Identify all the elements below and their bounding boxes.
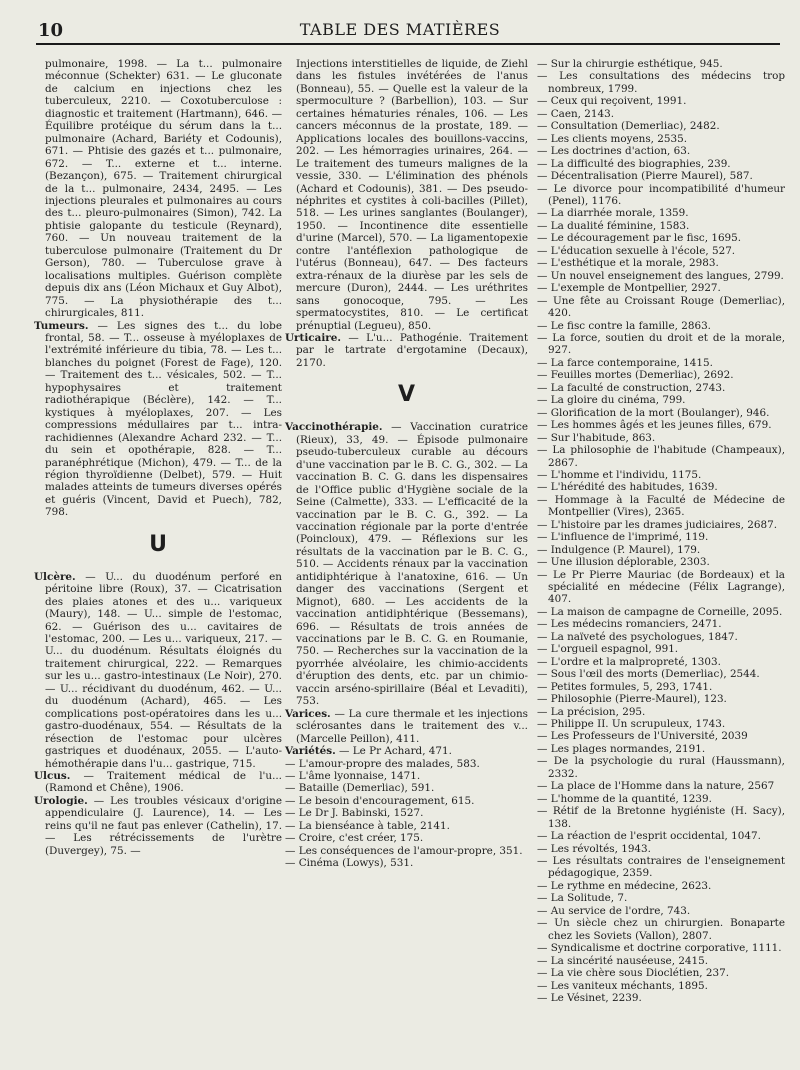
entry-heading: Vaccinothérapie. [285, 421, 383, 434]
entry-text: — Syndicalisme et doctrine corporative, 1111. [537, 942, 782, 955]
entry-text: — La naïveté des psychologues, 1847. [537, 630, 738, 643]
index-entry [537, 282, 785, 294]
index-entry [34, 320, 282, 519]
index-entry [285, 770, 528, 782]
entry-text: — La force, soutien du droit et de la morale, 927. [537, 331, 785, 357]
entry-text: — La philosophie de l'habitude (Champeaux), 2867. [537, 444, 785, 469]
running-title: TABLE DES MATIÈRES [299, 20, 501, 39]
index-entry [537, 469, 785, 481]
index-entry [537, 232, 785, 244]
index-entry [537, 207, 785, 219]
index-entry [537, 830, 785, 842]
index-entry [537, 618, 785, 630]
entry-text: — La vie chère sous Dioclétien, 237. [537, 967, 730, 980]
index-entry [537, 332, 785, 357]
entry-text: — Caen, 2143. [537, 107, 615, 120]
entry-text: — La diarrhée morale, 1359. [537, 207, 689, 220]
index-entry [537, 643, 785, 655]
entry-text: — Ceux qui reçoivent, 1991. [537, 95, 687, 108]
entry-text: — Les résultats contraires de l'enseignement pédagogique, 2359. [537, 855, 785, 880]
index-entry [537, 444, 785, 469]
entry-text: — Les clients moyens, 2535. [537, 132, 687, 145]
index-entry [285, 832, 528, 844]
index-entry [537, 407, 785, 419]
index-entry [537, 967, 785, 979]
entry-text: Injections interstitielles de liquide, de Ziehl dans les fistules invétérées de l'anus (Bonneau), 55. — Quelle est la valeur de la spermoculture ? (Barbellion), 103. — Sur certaines hématuries rénales, 106. — Les cancers méconnus de la prostate, 189. — Applications locales des bouillons-vaccins, 202. — Les hémorragies urinaires, 264. — Le traitement des tumeurs malignes de la vessie, 330. — L'élimination des phénols (Achard et Codounis), 381. — Des pseudo-néphrites et cystites à coli-bacilles (Pillet), 518. — Les urines sanglantes (Boulanger), 1950. — Incontinence dite essentielle d'urine (Marcel), 570. — La ligamentopexie contre l'antéflexion pathologique de l'utérus (Bonneau), 647. — Des facteurs extra-rénaux de la diurèse par les sels de mercure (Duron), 2444. — Les uréthrites sans gonocoque, 795. — Les spermatocystites, 810. — Le certificat prénuptial (Legueu), 850. [296, 58, 528, 332]
entry-text: — Indulgence (P. Maurel), 179. [537, 543, 701, 556]
entry-text: — L'ordre et la malpropreté, 1303. [537, 655, 721, 668]
section-gap [34, 559, 282, 571]
entry-text: — Les révoltés, 1943. [537, 842, 651, 855]
entry-heading: Urticaire. [285, 331, 341, 344]
entry-text: — Les conséquences de l'amour-propre, 351. [285, 844, 523, 857]
index-entry [285, 857, 528, 869]
entry-text: — Les doctrines d'action, 63. [537, 145, 691, 158]
index-entry [537, 905, 785, 917]
index-entry [285, 332, 528, 369]
index-entry [537, 419, 785, 431]
entry-text: — Le divorce pour incompatibilité d'humeur (Penel), 1176. [537, 182, 785, 207]
index-entry [34, 770, 282, 795]
index-entry [537, 108, 785, 120]
index-entry [537, 295, 785, 320]
entry-text: — L'homme et l'individu, 1175. [537, 468, 702, 481]
index-entry [537, 992, 785, 1004]
index-column-3 [537, 58, 785, 1004]
index-entry [537, 544, 785, 556]
entry-text: — L'homme de la quantité, 1239. [537, 792, 712, 805]
entry-heading: Ulcère. [34, 570, 76, 583]
index-entry [285, 820, 528, 832]
index-entry [537, 718, 785, 730]
index-entry [537, 980, 785, 992]
entry-text: — La cure thermale et les injections sclérosantes dans le traitement des v... (Marcelle Peillon), 411. [296, 707, 528, 745]
entry-text: — L'orgueil espagnol, 991. [537, 643, 679, 656]
entry-text: — Hommage à la Faculté de Médecine de Montpellier (Vires), 2365. [537, 493, 785, 519]
entry-text: — Le découragement par le fisc, 1695. [537, 232, 742, 245]
index-entry [537, 955, 785, 967]
index-entry [537, 755, 785, 780]
entry-text: — La place de l'Homme dans la nature, 2567 [537, 780, 775, 793]
index-entry [537, 631, 785, 643]
entry-text: — La difficulté des biographies, 239. [537, 157, 731, 170]
index-entry [537, 743, 785, 755]
entry-text: — Les signes des t... du lobe frontal, 58. — T... osseuse à myéloplaxes de l'extrémité inférieure du tibia, 78. — Les t... blanches du poignet (Forest de Fage), 120. — Traitement des t... vésicales, 502. — T... hypophysaires et traitement radiothérapique (Béclère), 142. — T... kystiques à myéloplaxes, 207. — Les compressions médullaires par t... intra-rachidiennes (Alexandre Achard 232. — T... du sein et opothérapie, 828. — T... paranéphrétique (Michon), 479. — T... de la région thyroïdienne (Delbet), 579. — Huit malades atteints de tumeurs diverses opérés et guéris (Vincent, David et Puech), 782, 798. [45, 319, 282, 519]
entry-text: — Les plages normandes, 2191. [537, 742, 706, 755]
entry-text: — La sincérité nauséeuse, 2415. [537, 954, 709, 967]
entry-text: — Consultation (Demerliac), 2482. [537, 120, 720, 133]
entry-text: — La dualité féminine, 1583. [537, 219, 690, 232]
index-entry [537, 531, 785, 543]
index-entry [537, 481, 785, 493]
entry-text: — L'u... Pathogénie. Traitement par le tartrate d'ergotamine (Decaux), 2170. [296, 331, 528, 369]
entry-text: — Vaccination curatrice (Rieux), 33, 49. — Épisode pulmonaire pseudo-tuberculeux curable au décours d'une vaccination par le B. C. G., 302. — La vaccination B. C. G. dans les dispensaires de l'Office public d'Hygiène sociale de la Seine (Calmette), 333. — L'efficacité de la vaccination par le B. C. G., 392. — La vaccination régionale par la porte d'entrée (Poincloux), 479. — Réflexions sur les résultats de la vaccination par le B. C. G., 510. — Accidents rénaux par la vaccination antidiphtérique à l'anatoxine, 616. — Un danger des vaccinations (Sergent et Mignot), 680. — Les accidents de la vaccination antidiphtérique (Bessemans), 696. — Résultats de trois années de vaccinations par le B. C. G. en Roumanie, 750. — Recherches sur la vaccination de la pyorrhée alvéolaire, les chimio-accidents d'éruption des dents, etc. par un chimio-vaccin arséno-spirillaire (Béal et Levaditi), 753. [296, 421, 528, 708]
entry-text: — U... du duodénum perforé en péritoine libre (Roux), 37. — Cicatrisation des plaies atones et des u... variqueux (Maury), 148. — U... simple de l'estomac, 62. — Guérison des u... cavitaires de l'estomac, 200. — Les u... variqueux, 217. — U... du duodénum. Résultats éloignés du traitement chirurgical, 222. — Remarques sur les u... gastro-intestinaux (Le Noir), 270. — U... récidivant du duodénum, 462. — U... du duodénum (Achard), 465. — Les complications post-opératoires dans les u... gastro-duodénaux, 554. — Résultats de la résection de l'estomac pour ulcères gastriques et duodénaux, 2055. — L'auto-hémothérapie dans l'u... gastrique, 715. [45, 570, 282, 770]
section-gap [34, 519, 282, 531]
index-entry [537, 706, 785, 718]
index-entry [537, 494, 785, 519]
index-entry [537, 917, 785, 942]
index-entry [537, 681, 785, 693]
index-entry [537, 158, 785, 170]
entry-text: — L'âme lyonnaise, 1471. [285, 770, 421, 783]
entry-text: — La précision, 295. [537, 705, 646, 718]
index-column-1 [34, 58, 282, 857]
index-entry [537, 656, 785, 668]
entry-text: — Glorification de la mort (Boulanger), 946. [537, 406, 770, 419]
index-entry [537, 145, 785, 157]
index-entry [285, 58, 528, 332]
index-entry [537, 270, 785, 282]
index-entry [34, 795, 282, 857]
entry-text: — Une fête au Croissant Rouge (Demerliac), 420. [537, 294, 785, 320]
index-entry [537, 693, 785, 705]
index-entry [34, 571, 282, 770]
entry-text: — Philippe II. Un scrupuleux, 1743. [537, 718, 726, 731]
index-entry [537, 245, 785, 257]
entry-text: — L'exemple de Montpellier, 2927. [537, 282, 721, 295]
index-entry [537, 843, 785, 855]
entry-text: — L'histoire par les drames judiciaires, 2687. [537, 518, 777, 531]
entry-text: — Le fisc contre la famille, 2863. [537, 319, 711, 332]
index-entry [537, 606, 785, 618]
index-entry [537, 120, 785, 132]
index-entry [537, 133, 785, 145]
section-gap [285, 409, 528, 421]
entry-text: — Les hommes âgés et les jeunes filles, 679. [537, 419, 772, 432]
entry-text: — Sur la chirurgie esthétique, 945. [537, 58, 723, 70]
index-entry [537, 855, 785, 880]
entry-heading: Urologie. [34, 794, 88, 807]
entry-text: — La réaction de l'esprit occidental, 1047. [537, 830, 761, 843]
index-entry [537, 220, 785, 232]
index-entry [537, 369, 785, 381]
entry-text: — Les médecins romanciers, 2471. [537, 618, 722, 631]
entry-heading: Ulcus. [34, 770, 71, 783]
section-letter: V [397, 382, 416, 408]
index-entry [285, 782, 528, 794]
index-entry [537, 70, 785, 95]
index-entry [537, 432, 785, 444]
index-entry [537, 95, 785, 107]
entry-text: — Les troubles vésicaux d'origine appendiculaire (J. Laurence), 14. — Les reins qu'il ne faut pas enlever (Cathelin), 17. — Les rétrécissements de l'urètre (Duvergey), 75. — [45, 794, 282, 857]
entry-text: — Décentralisation (Pierre Maurel), 587. [537, 170, 753, 183]
index-entry [537, 730, 785, 742]
entry-text: — Sous l'œil des morts (Demerliac), 2544. [537, 668, 760, 681]
entry-text: — Un nouvel enseignement des langues, 2799. [537, 269, 784, 282]
index-entry [537, 357, 785, 369]
entry-text: — Les Professeurs de l'Université, 2039 [537, 730, 748, 743]
index-entry [285, 745, 528, 757]
entry-text: — La farce contemporaine, 1415. [537, 356, 713, 369]
entry-text: — Le besoin d'encouragement, 615. [285, 794, 475, 807]
index-entry [537, 170, 785, 182]
entry-text: — Sur l'habitude, 863. [537, 431, 656, 444]
index-entry [285, 807, 528, 819]
index-entry [537, 569, 785, 606]
header-rule [36, 43, 780, 45]
entry-heading: Tumeurs. [34, 319, 89, 332]
index-entry [537, 556, 785, 568]
section-gap [285, 369, 528, 381]
entry-text: — Les consultations des médecins trop nombreux, 1799. [537, 70, 785, 95]
entry-text: — Le Dr J. Babinski, 1527. [285, 807, 424, 820]
index-entry [537, 257, 785, 269]
entry-text: — Petites formules, 5, 293, 1741. [537, 680, 713, 693]
index-entry [285, 758, 528, 770]
index-entry [537, 58, 785, 70]
index-entry [285, 795, 528, 807]
entry-text: pulmonaire, 1998. — La t... pulmonaire méconnue (Schekter) 631. — Le gluconate de calcium en injections chez les tuberculeux, 2210. — Coxotuberculose : diagnostic et traitement (Hartmann), 646. — Équilibre protéique du sérum dans la t... pulmonaire (Achard, Bariéty et Codounis), 671. — Phtisie des gazés et t... pulmonaire, 672. — T... externe et t... interne. (Bezançon), 675. — Traitement chirurgical de la t... pulmonaire, 2434, 2495. — Les injections pleurales et pulmonaires au cours des t... pleuro-pulmonaires (Simon), 742. La phtisie galopante du testicule (Reynard), 760. — Un nouveau traitement de la tuberculose pulmonaire (Traitement du Dr Gerson), 780. — Tuberculose grave à localisations multiples. Guérison complète depuis dix ans (Léon Michaux et Guy Albot), 775. — La physiothérapie des t... chirurgicales, 811. [45, 58, 282, 320]
index-entry [537, 519, 785, 531]
entry-text: — Rétif de la Bretonne hygiéniste (H. Sacy), 138. [537, 805, 785, 830]
entry-text: — Traitement médical de l'u... (Ramond et Chêne), 1906. [45, 770, 282, 795]
entry-text: — Une illusion déplorable, 2303. [537, 556, 710, 569]
entry-text: — L'hérédité des habitudes, 1639. [537, 481, 718, 494]
entry-text: — Un siècle chez un chirurgien. Bonaparte chez les Soviets (Vallon), 2807. [537, 917, 785, 942]
index-entry [537, 382, 785, 394]
page-header [0, 14, 800, 44]
index-entry [537, 880, 785, 892]
index-entry [34, 58, 282, 320]
entry-text: — L'esthétique et la morale, 2983. [537, 257, 719, 270]
entry-text: — La gloire du cinéma, 799. [537, 394, 686, 407]
index-entry [537, 320, 785, 332]
index-entry [285, 421, 528, 707]
index-entry [285, 708, 528, 745]
page-number: 10 [38, 20, 64, 41]
entry-text: — Cinéma (Lowys), 531. [285, 857, 414, 870]
entry-text: — L'influence de l'imprimé, 119. [537, 531, 709, 544]
entry-text: — De la psychologie du rural (Haussmann), 2332. [537, 755, 785, 780]
index-entry [537, 805, 785, 830]
entry-text: — Les vaniteux méchants, 1895. [537, 979, 708, 992]
index-entry [537, 394, 785, 406]
entry-text: — Le Pr Pierre Mauriac (de Bordeaux) et la spécialité en médecine (Félix Lagrange), 407. [537, 568, 785, 606]
entry-text: — Le rythme en médecine, 2623. [537, 879, 712, 892]
index-entry [537, 793, 785, 805]
entry-heading: Varices. [285, 707, 331, 720]
entry-text: — Philosophie (Pierre-Maurel), 123. [537, 693, 727, 706]
index-entry [537, 668, 785, 680]
index-column-2 [285, 58, 528, 870]
index-entry [537, 780, 785, 792]
entry-text: — Feuilles mortes (Demerliac), 2692. [537, 369, 734, 382]
entry-text: — L'amour-propre des malades, 583. [285, 757, 480, 770]
entry-text: — Le Pr Achard, 471. [335, 745, 452, 758]
entry-text: — L'éducation sexuelle à l'école, 527. [537, 244, 736, 257]
entry-text: — La Solitude, 7. [537, 892, 628, 905]
entry-text: — La maison de campagne de Corneille, 2095. [537, 605, 783, 618]
entry-text: — Bataille (Demerliac), 591. [285, 782, 435, 795]
entry-heading: Variétés. [285, 745, 336, 758]
entry-text: — Croire, c'est créer, 175. [285, 832, 424, 845]
index-entry [537, 892, 785, 904]
entry-text: — La bienséance à table, 2141. [285, 819, 450, 832]
entry-text: — Au service de l'ordre, 743. [537, 904, 691, 917]
index-entry [285, 845, 528, 857]
index-entry [537, 942, 785, 954]
entry-text: — Le Vésinet, 2239. [537, 991, 642, 1004]
index-entry [537, 183, 785, 208]
section-letter: U [149, 531, 167, 557]
entry-text: — La faculté de construction, 2743. [537, 381, 726, 394]
